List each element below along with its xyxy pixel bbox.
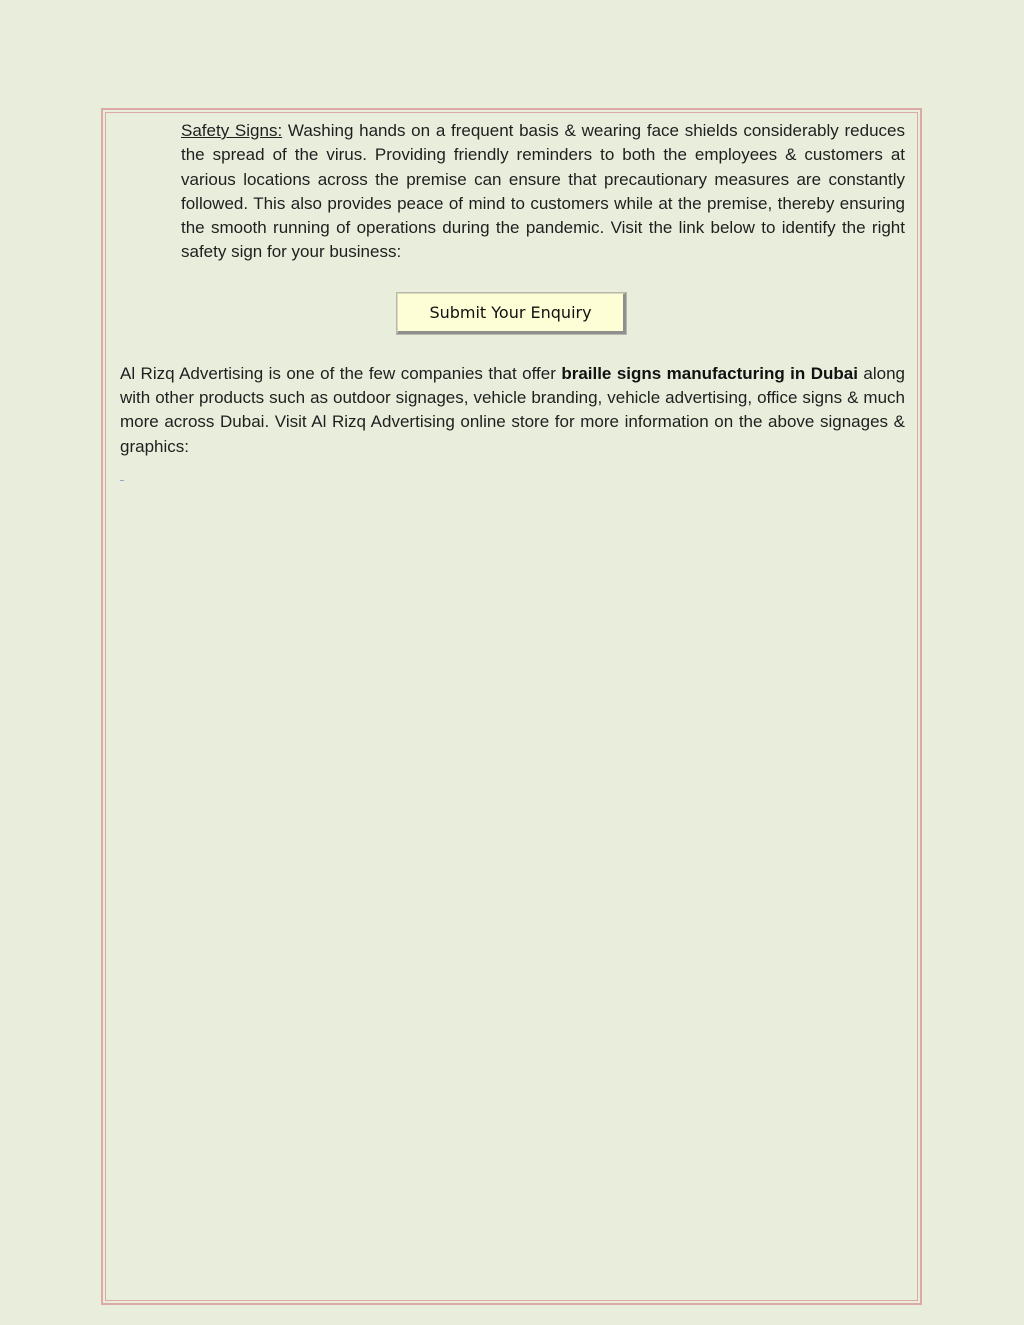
company-paragraph: [120, 362, 905, 459]
company-intro: Al Rizq Advertising is one of the few companies that offer: [120, 363, 562, 383]
submit-enquiry-button[interactable]: Submit Your Enquiry: [397, 293, 626, 334]
braille-signs-highlight: braille signs manufacturing in Dubai: [561, 363, 858, 383]
safety-signs-paragraph: [181, 119, 905, 265]
document-content: [120, 119, 905, 481]
store-link[interactable]: [120, 480, 124, 481]
safety-signs-body: Washing hands on a frequent basis & wearing face shields considerably reduces the spread of the virus. Providing friendly reminders to both the employees & customers at various locations across the premise can ensure that precautionary measures are constantly followed. This also provides peace of mind to customers while at the premise, thereby ensuring the smooth running of operations during the pandemic. Visit the link below to identify the right safety sign for your business:: [181, 121, 905, 262]
enquiry-button-row: [120, 293, 905, 335]
safety-signs-heading: Safety Signs:: [181, 121, 283, 140]
company-rest: along with other products such as outdoor signages, vehicle branding, vehicle advertising, office signs & much more across Dubai. Visit Al Rizq Advertising online store for more information on the above signages & graphics:: [120, 363, 905, 456]
